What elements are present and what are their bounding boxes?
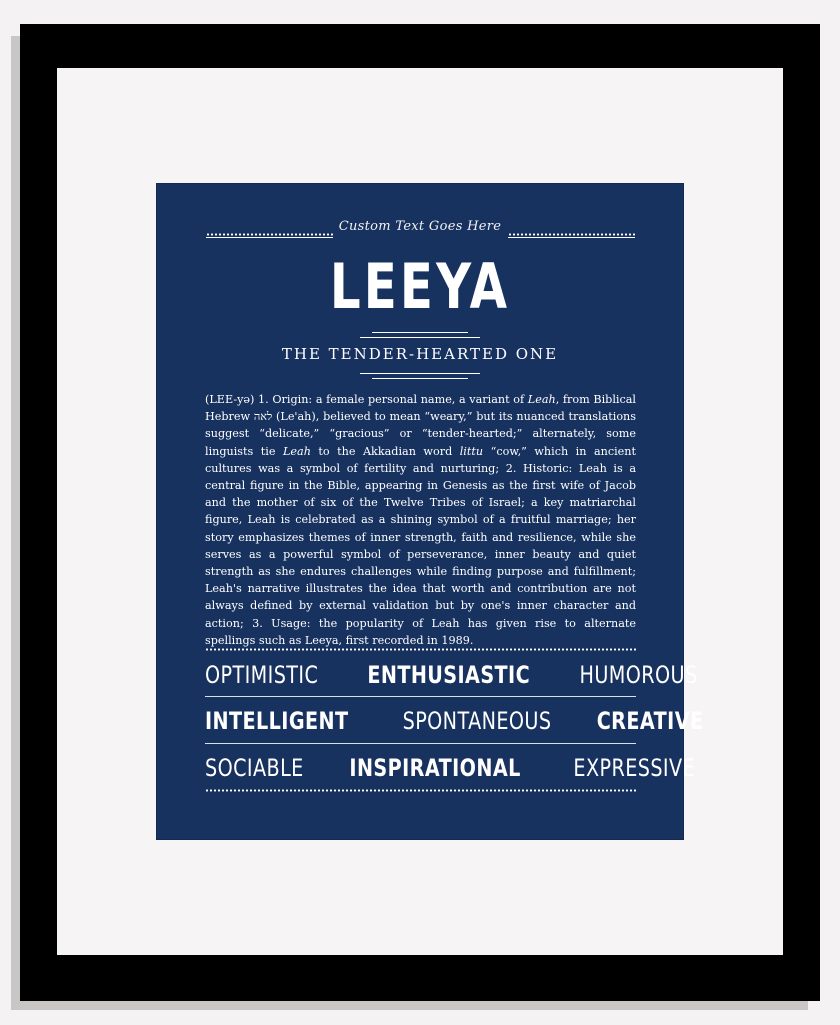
- definition-part: “cow,” which in ancient cultures was a symbol of fertility and nurturing; 2. Historic: Leah is a central figure in the Bible, appearing in Genesis as the first wife of Jacob and the mother of six of the Twelve Tribes of Israel; a key matriarchal figure, Leah is celebrated as a shining symbol of a fruitful marriage; her story emphasizes themes of inner strength, faith and resilience, while she serves as a powerful symbol of perseverance, inner beauty and quiet strength as she endures challenges while finding purpose and fulfillment; Leah's narrative illustrates the idea that worth and contribution are not always defined by external validation but by one's inner character and action; 3. Usage: the popularity of Leah has given rise to alternate spellings such as Leeya, first recorded in 1989.: [205, 444, 636, 647]
- traits-row-3: [205, 749, 695, 787]
- rule-left: [206, 237, 333, 238]
- traits-row-1: [205, 656, 698, 694]
- custom-text-row: [206, 219, 634, 243]
- traits-dotted-rule-top: [205, 648, 636, 651]
- trait-word: INSPIRATIONAL: [349, 754, 522, 782]
- definition-italic: littu: [459, 444, 484, 458]
- title-rule-bottom-wide: [360, 373, 480, 374]
- trait-word: HUMOROUS: [579, 661, 698, 689]
- custom-text: Custom Text Goes Here: [338, 219, 502, 234]
- traits-dotted-rule-bottom: [205, 789, 636, 792]
- trait-word: OPTIMISTIC: [205, 661, 319, 689]
- definition-part: (LEE-yə) 1. Origin: a female personal name, a variant of: [205, 393, 528, 406]
- trait-word: CREATIVE: [597, 707, 704, 735]
- title-rule-top-wide: [360, 337, 480, 338]
- dotted-rule-right: [508, 233, 635, 236]
- trait-word: EXPRESSIVE: [572, 754, 695, 782]
- definition-part: to the Akkadian word: [310, 444, 460, 458]
- trait-word: ENTHUSIASTIC: [366, 661, 530, 689]
- trait-word: SPONTANEOUS: [402, 707, 552, 735]
- title-rule-top: [372, 332, 468, 333]
- name-print: [156, 183, 704, 840]
- title-rule-bottom: [372, 378, 468, 379]
- definition-italic: Leah: [527, 393, 556, 406]
- traits-row-2: [205, 702, 704, 740]
- traits-rule-2: [205, 743, 636, 744]
- name-title: LEEYA: [329, 250, 511, 323]
- definition-part: , from Biblical Hebrew לאה (Le'ah), believed to mean “weary,” but its nuanced translations suggest “delicate,” “gracious” or “tender-hearted;” alternately, some linguists tie: [205, 393, 636, 458]
- name-definition: [205, 391, 636, 649]
- trait-word: INTELLIGENT: [205, 707, 349, 735]
- name-meaning: THE TENDER-HEARTED ONE: [281, 345, 559, 363]
- definition-italic: Leah: [282, 444, 311, 458]
- rule-right: [508, 237, 635, 238]
- traits-rule-1: [205, 696, 636, 697]
- trait-word: SOCIABLE: [205, 754, 304, 782]
